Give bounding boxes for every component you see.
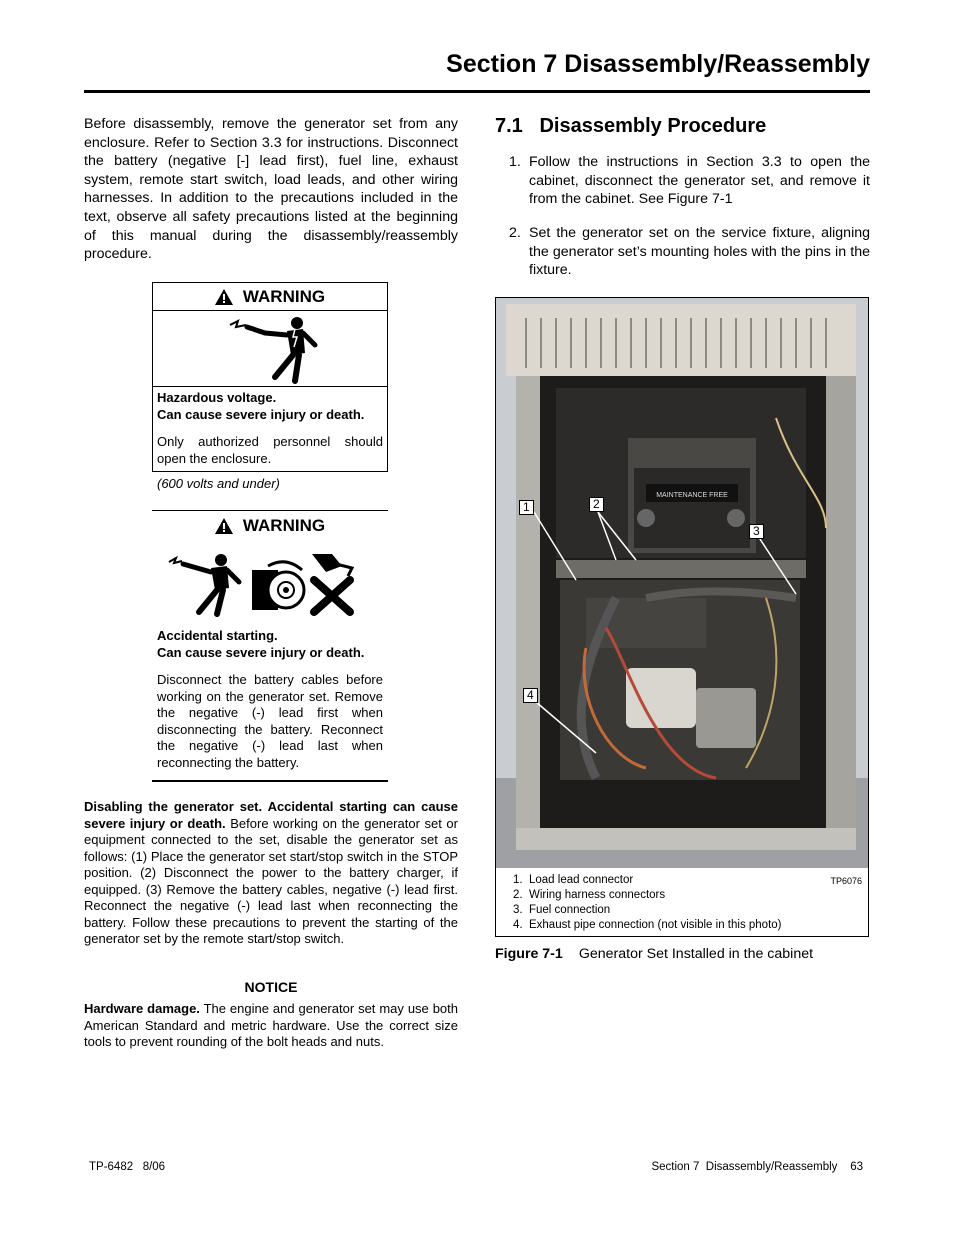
figure-number: Figure 7-1 xyxy=(495,946,563,962)
warning-box-voltage xyxy=(152,282,388,472)
warning-triangle-icon xyxy=(215,289,233,305)
step-text: Follow the instructions in Section 3.3 to open the cabinet, disconnect the generator set, and remove it from the cabinet. See Figure 7-1 xyxy=(529,154,870,208)
warning-bottom-rule xyxy=(152,780,388,782)
callout-2: 2 xyxy=(589,497,604,512)
warning-heading: Hazardous voltage. xyxy=(157,390,277,405)
callout-3: 3 xyxy=(749,524,764,539)
notice-paragraph xyxy=(84,1001,458,1051)
warning-label: WARNING xyxy=(242,516,326,535)
title-rule xyxy=(84,90,870,93)
warning-subheading: Can cause severe injury or death. xyxy=(157,644,365,660)
legend-item: 3. Fuel connection xyxy=(513,904,611,916)
warning-note: (600 volts and under) xyxy=(157,476,280,491)
warning-header xyxy=(153,283,387,311)
rotating-parts-icon xyxy=(248,556,308,616)
legend-item: 4. Exhaust pipe connection (not visible in this photo) xyxy=(513,919,782,931)
generator-cabinet-photo xyxy=(496,298,868,868)
figure-caption-text: Generator Set Installed in the cabinet xyxy=(578,946,814,962)
callout-4: 4 xyxy=(523,688,538,703)
page-title: Section 7 Disassembly/Reassembly xyxy=(446,50,870,78)
figure-legend xyxy=(513,873,782,933)
step-text: Set the generator set on the service fixture, aligning the generator set’s mounting holes with the pins in the fixture. xyxy=(529,225,870,279)
notice-label: NOTICE xyxy=(244,979,298,995)
step-number: 1. xyxy=(509,154,521,170)
notice-lead: Hardware damage. xyxy=(84,1001,200,1016)
callout-1: 1 xyxy=(519,500,534,515)
figure-frame xyxy=(495,297,869,937)
shock-hazard-icon xyxy=(167,552,247,618)
disabling-body: Before working on the generator set or equipment connected to the set, disable the generator set as follows: (1) Place the generator set start/stop switch in the STOP position. (2) Disconnect the power to the battery charger, if equipped. (3) Remove the battery cables, negative (-) lead first. Reconnect the negative (-) lead last when reconnecting the battery. Follow these precautions to prevent the starting of the generator set by the remote start/stop switch. xyxy=(84,815,458,946)
warning-triangle-icon xyxy=(215,518,233,534)
legend-item: 1. Load lead connector xyxy=(513,874,634,886)
footer-right: Section 7 Disassembly/Reassembly 63 xyxy=(651,1161,863,1173)
section-heading: 7.1 Disassembly Procedure xyxy=(495,115,767,137)
warning-top-rule xyxy=(152,510,388,511)
legend-item: 2. Wiring harness connectors xyxy=(513,889,666,901)
warning-content-2 xyxy=(157,628,383,771)
notice-body: The engine and generator set may use both American Standard and metric hardware. Use the correct size tools to prevent rounding of the bolt heads and nuts. xyxy=(84,1001,458,1049)
warning-subheading: Can cause severe injury or death. xyxy=(157,406,365,422)
disabling-paragraph xyxy=(84,799,458,948)
accidental-start-pictograms xyxy=(152,550,388,618)
figure-caption xyxy=(495,946,813,962)
warning-header-2 xyxy=(152,516,388,536)
electrocution-pictogram xyxy=(153,311,387,387)
step-number: 2. xyxy=(509,225,521,241)
procedure-step xyxy=(509,224,870,280)
footer-left: TP-6482 8/06 xyxy=(89,1161,166,1173)
disabling-lead: Disabling the generator set. Accidental starting can cause severe injury or death. xyxy=(84,799,458,831)
warning-body: Only authorized personnel should open the enclosure. xyxy=(157,434,383,466)
procedure-step xyxy=(509,153,870,209)
warning-heading: Accidental starting. xyxy=(157,628,278,643)
warning-label: WARNING xyxy=(242,286,326,306)
battery-label: MAINTENANCE FREE xyxy=(656,492,728,499)
intro-paragraph: Before disassembly, remove the generator set from any enclosure. Refer to Section 3.3 for instructions. Disconnect the battery (negative [-] lead first), fuel line, exhaust system, remote start switch, load leads, and other wiring harnesses. In addition to the precautions included in the text, observe all safety precautions listed at the beginning of this manual during the disassembly/reassembly procedure. xyxy=(84,116,458,263)
photo-id: TP6076 xyxy=(830,876,862,886)
no-touch-icon xyxy=(302,550,362,616)
warning-body: Disconnect the battery cables before working on the generator set. Remove the negative (-) lead first when disconnecting the battery. Reconnect the negative (-) lead last when reconnecting the battery. xyxy=(157,672,383,770)
shock-hazard-icon xyxy=(225,315,335,385)
